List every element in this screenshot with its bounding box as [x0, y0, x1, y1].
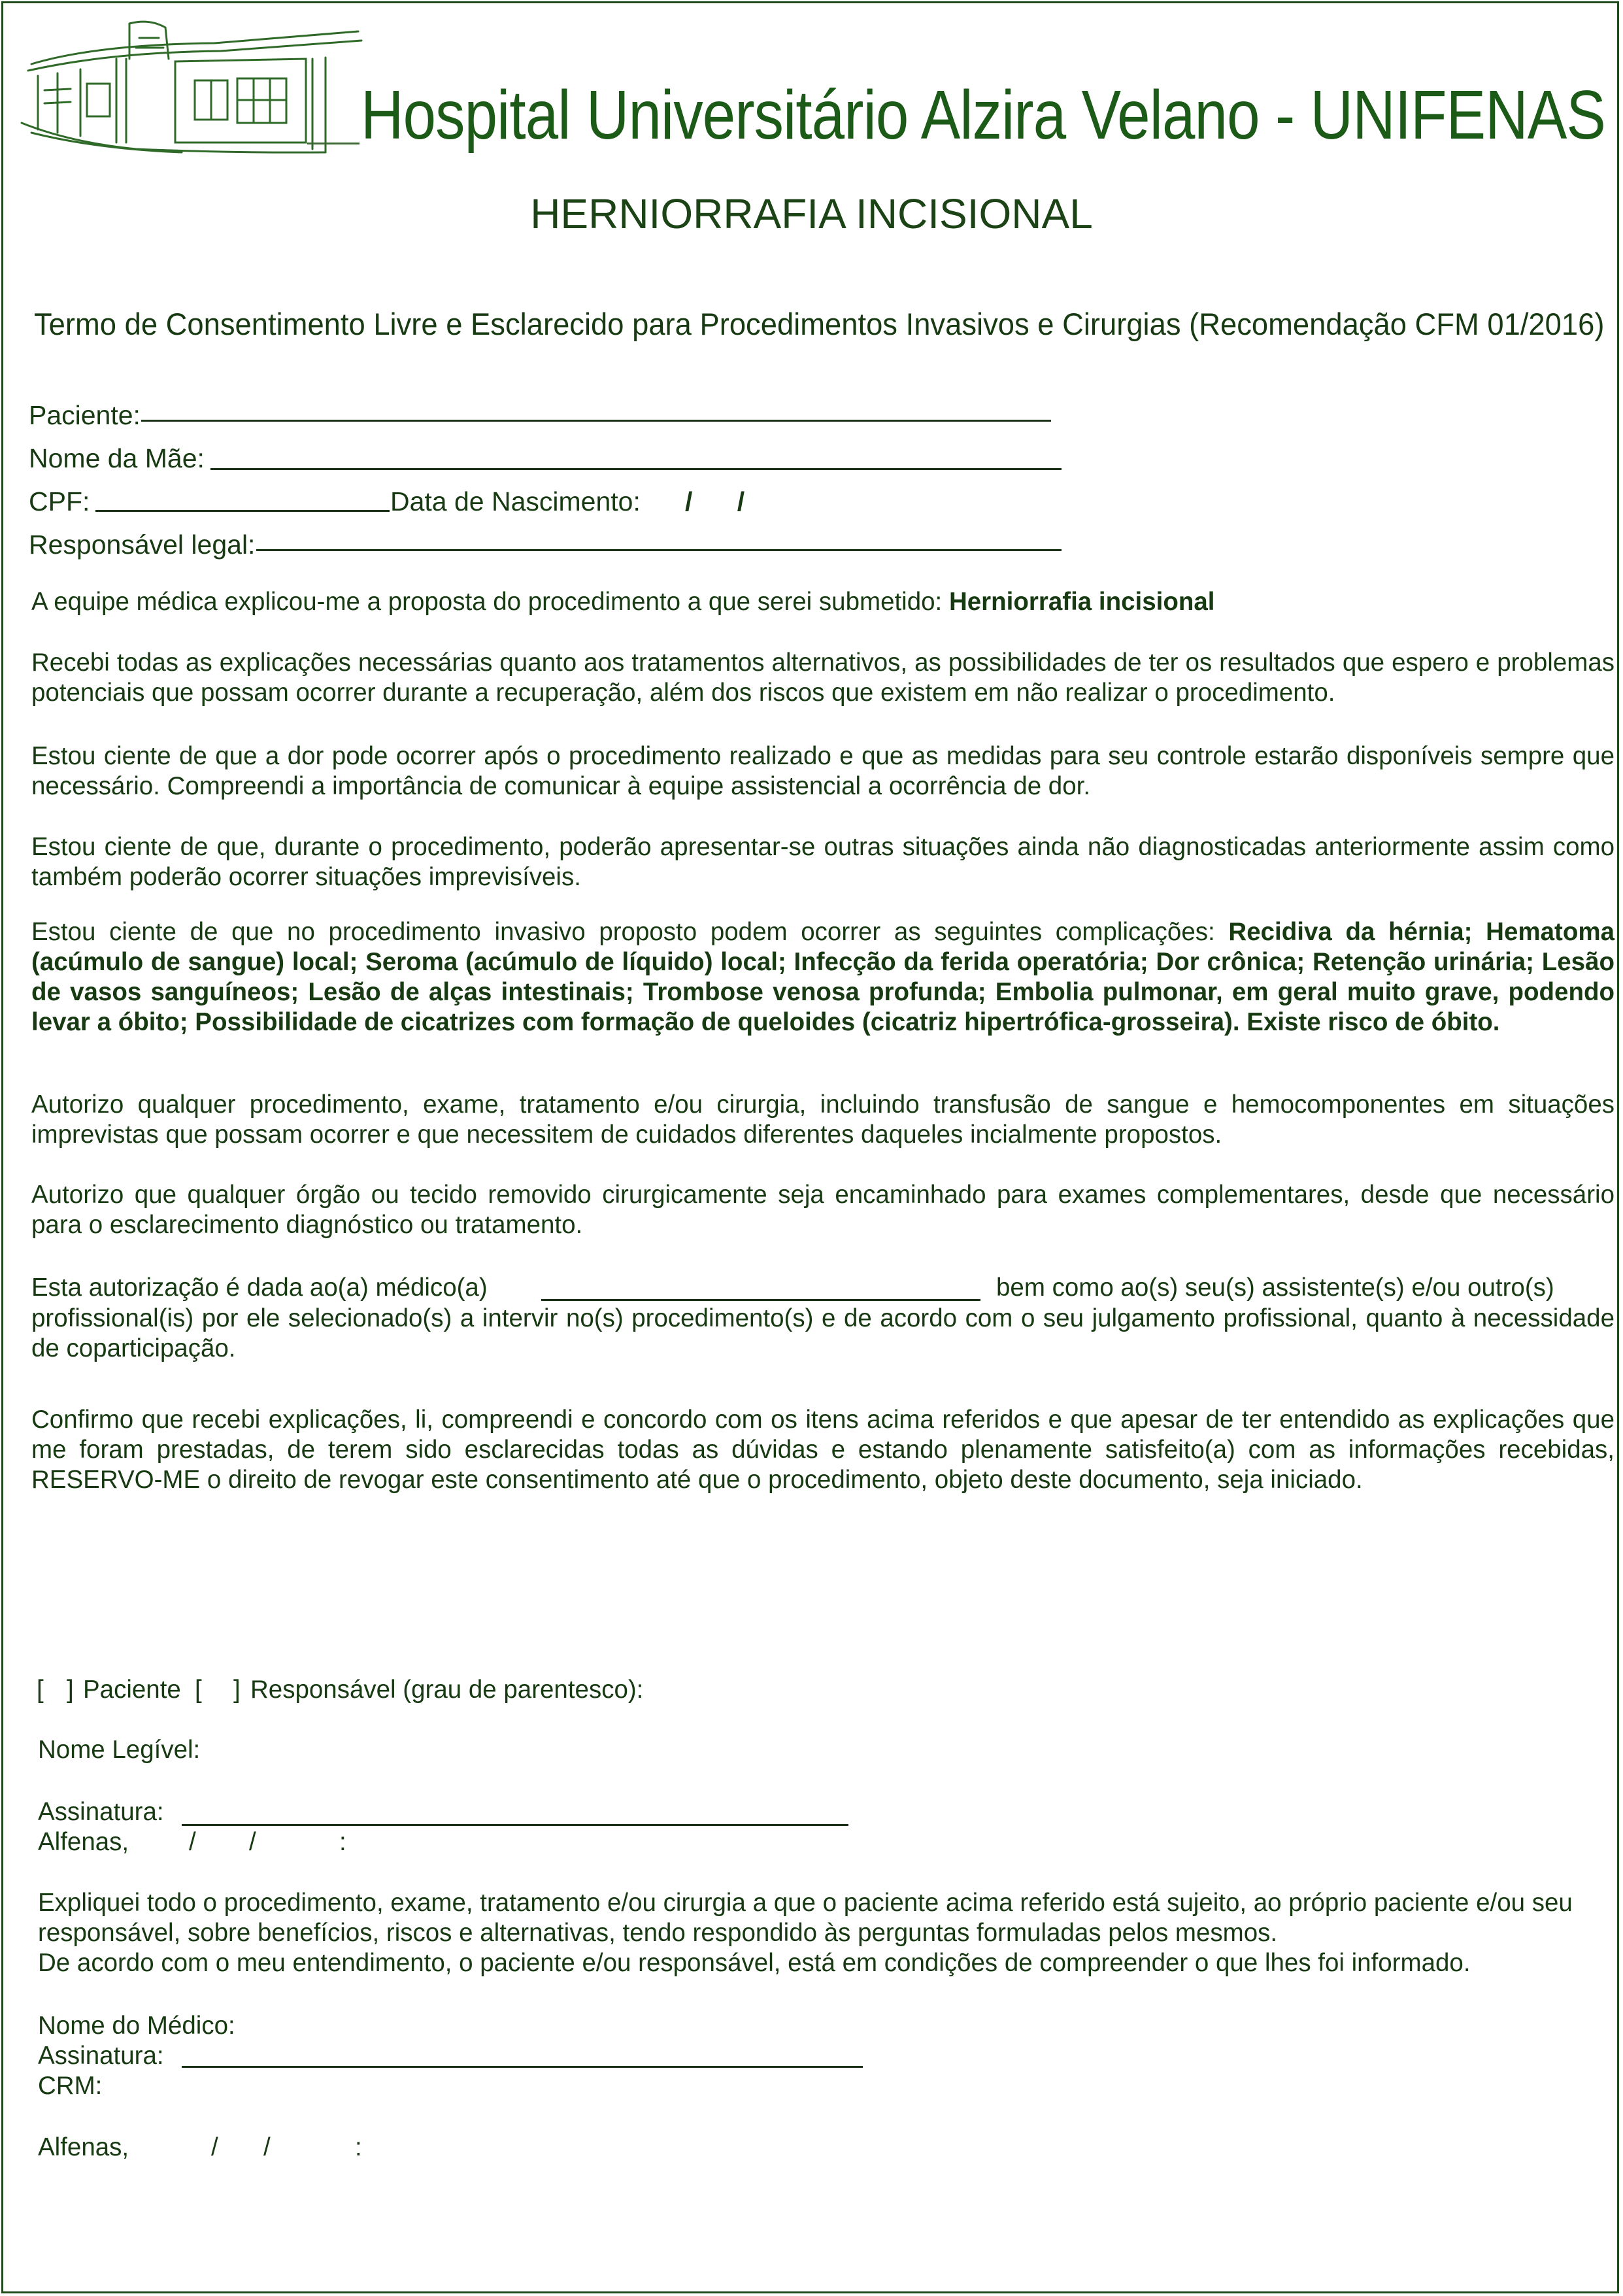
hospital-building-logo	[18, 18, 365, 156]
paragraph-pain: Estou ciente de que a dor pode ocorrer após o procedimento realizado e que as medidas para seu controle estarão disponíveis sempre que necessário. Compreendi a importância de comunicar à equipe assistencial a ocorrência de dor.	[31, 742, 1615, 800]
authorization-start: Esta autorização é dada ao(a) médico(a)	[31, 1274, 488, 1302]
guardian-label: Responsável legal:	[29, 530, 256, 560]
doctor-name-line[interactable]	[541, 1299, 980, 1301]
patient-checkbox-open[interactable]: [	[37, 1676, 44, 1704]
procedure-name: Herniorrafia incisional	[948, 588, 1215, 616]
doctor-time-colon[interactable]: :	[355, 2133, 362, 2161]
paragraph-authorize-tissue: Autorizo que qualquer órgão ou tecido removido cirurgicamente seja encaminhado para exames complementares, desde que necessário para o esclarecimento diagnóstico ou tratamento.	[31, 1181, 1615, 1239]
guardian-line[interactable]	[256, 549, 1062, 551]
guardian-checkbox-close[interactable]: ]	[233, 1676, 241, 1704]
doctor-date-slash-2[interactable]: /	[263, 2133, 271, 2161]
legible-name-label: Nome Legível:	[38, 1736, 201, 1764]
patient-label: Paciente:	[29, 400, 141, 430]
doctor-date-slash-1[interactable]: /	[211, 2133, 218, 2161]
birth-date-slashes[interactable]: / /	[685, 486, 745, 516]
patient-signature-label: Assinatura:	[38, 1798, 164, 1826]
complications-list: Recidiva da hérnia; Hematoma (acúmulo de sangue) local; Seroma (acúmulo de líquido) local; Infecção da ferida operatória; Dor crônica; Retenção urinária; Lesão de vasos sanguíneos; Lesão de alças intestinais; Trombose venosa profunda; Embolia pulmonar, em geral muito grave, podendo levar a óbito; Possibilidade de cicatrizes com formação de queloides (cicatriz hipertrófica-grosseira). Existe risco de óbito.	[31, 918, 1615, 1036]
doctor-statement-1: Expliquei todo o procedimento, exame, tratamento e/ou cirurgia a que o paciente acima referido está sujeito, ao próprio paciente e/ou seu responsável, sobre benefícios, riscos e alternativas, tendo respondido às perguntas formuladas pelos mesmos.	[38, 1889, 1573, 1947]
paragraph-procedure	[31, 587, 1615, 617]
mother-name-label: Nome da Mãe:	[29, 443, 205, 473]
paragraph-unforeseen: Estou ciente de que, durante o procedimento, poderão apresentar-se outras situações ainda não diagnosticadas anteriormente assim como também poderão ocorrer situações imprevisíveis.	[31, 833, 1615, 891]
patient-city-label: Alfenas,	[38, 1828, 129, 1856]
procedure-intro: A equipe médica explicou-me a proposta do procedimento a que serei submetido:	[31, 588, 949, 616]
complications-intro: Estou ciente de que no procedimento invasivo proposto podem ocorrer as seguintes complicações:	[31, 918, 1229, 946]
doctor-name-label: Nome do Médico:	[38, 2012, 235, 2040]
guardian-checkbox-open[interactable]: [	[195, 1676, 202, 1704]
patient-date-slash-2[interactable]: /	[249, 1828, 256, 1856]
header-rule	[307, 143, 360, 144]
patient-date-slash-1[interactable]: /	[189, 1828, 196, 1856]
doctor-city-label: Alfenas,	[38, 2133, 129, 2161]
doctor-statement-2: De acordo com o meu entendimento, o paciente e/ou responsável, está em condições de compreender o que lhes foi informado.	[38, 1949, 1471, 1977]
mother-name-line[interactable]	[210, 468, 1062, 470]
document-title: HERNIORRAFIA INCISIONAL	[530, 190, 1093, 237]
doctor-signature-label: Assinatura:	[38, 2042, 164, 2070]
paragraph-authorize-procedures: Autorizo qualquer procedimento, exame, tratamento e/ou cirurgia, incluindo transfusão de sangue e hemocomponentes em situações imprevistas que possam ocorrer e que necessitem de cuidados diferentes daqueles incialmente propostos.	[31, 1090, 1615, 1149]
patient-checkbox-close[interactable]: ]	[67, 1676, 74, 1704]
cpf-label: CPF:	[29, 486, 90, 516]
patient-signature-line[interactable]	[182, 1824, 848, 1826]
hospital-name: Hospital Universitário Alzira Velano - UNIFENAS	[361, 76, 1606, 154]
guardian-option-label: Responsável (grau de parentesco):	[250, 1676, 644, 1704]
paragraph-confirmation: Confirmo que recebi explicações, li, compreendi e concordo com os itens acima referidos e que apesar de ter entendido as explicações que me foram prestadas, de terem sido esclarecidas todas as dúvidas e estando plenamente satisfeito(a) com as informações recebidas, RESERVO-ME o direito de revogar este consentimento até que o procedimento, objeto deste documento, seja iniciado.	[31, 1406, 1615, 1494]
patient-name-line[interactable]	[141, 420, 1051, 422]
authorization-end: bem como ao(s) seu(s) assistente(s) e/ou outro(s)	[996, 1274, 1554, 1302]
authorization-continuation: profissional(is) por ele selecionado(s) a intervir no(s) procedimento(s) e de acordo com o seu julgamento profissional, quanto à necessidade de coparticipação.	[31, 1304, 1615, 1362]
doctor-signature-line[interactable]	[182, 2066, 863, 2068]
cpf-line[interactable]	[95, 510, 390, 512]
document-subtitle: Termo de Consentimento Livre e Esclarecido para Procedimentos Invasivos e Cirurgias (Recomendação CFM 01/2016)	[34, 307, 1605, 341]
patient-option-label: Paciente	[83, 1676, 181, 1704]
birth-date-label: Data de Nascimento:	[390, 486, 641, 516]
crm-label: CRM:	[38, 2072, 103, 2100]
patient-time-colon[interactable]: :	[339, 1828, 346, 1856]
paragraph-explanations: Recebi todas as explicações necessárias quanto aos tratamentos alternativos, as possibilidades de ter os resultados que espero e problemas potenciais que possam ocorrer durante a recuperação, além dos riscos que existem em não realizar o procedimento.	[31, 649, 1615, 707]
paragraph-complications	[31, 917, 1615, 1038]
